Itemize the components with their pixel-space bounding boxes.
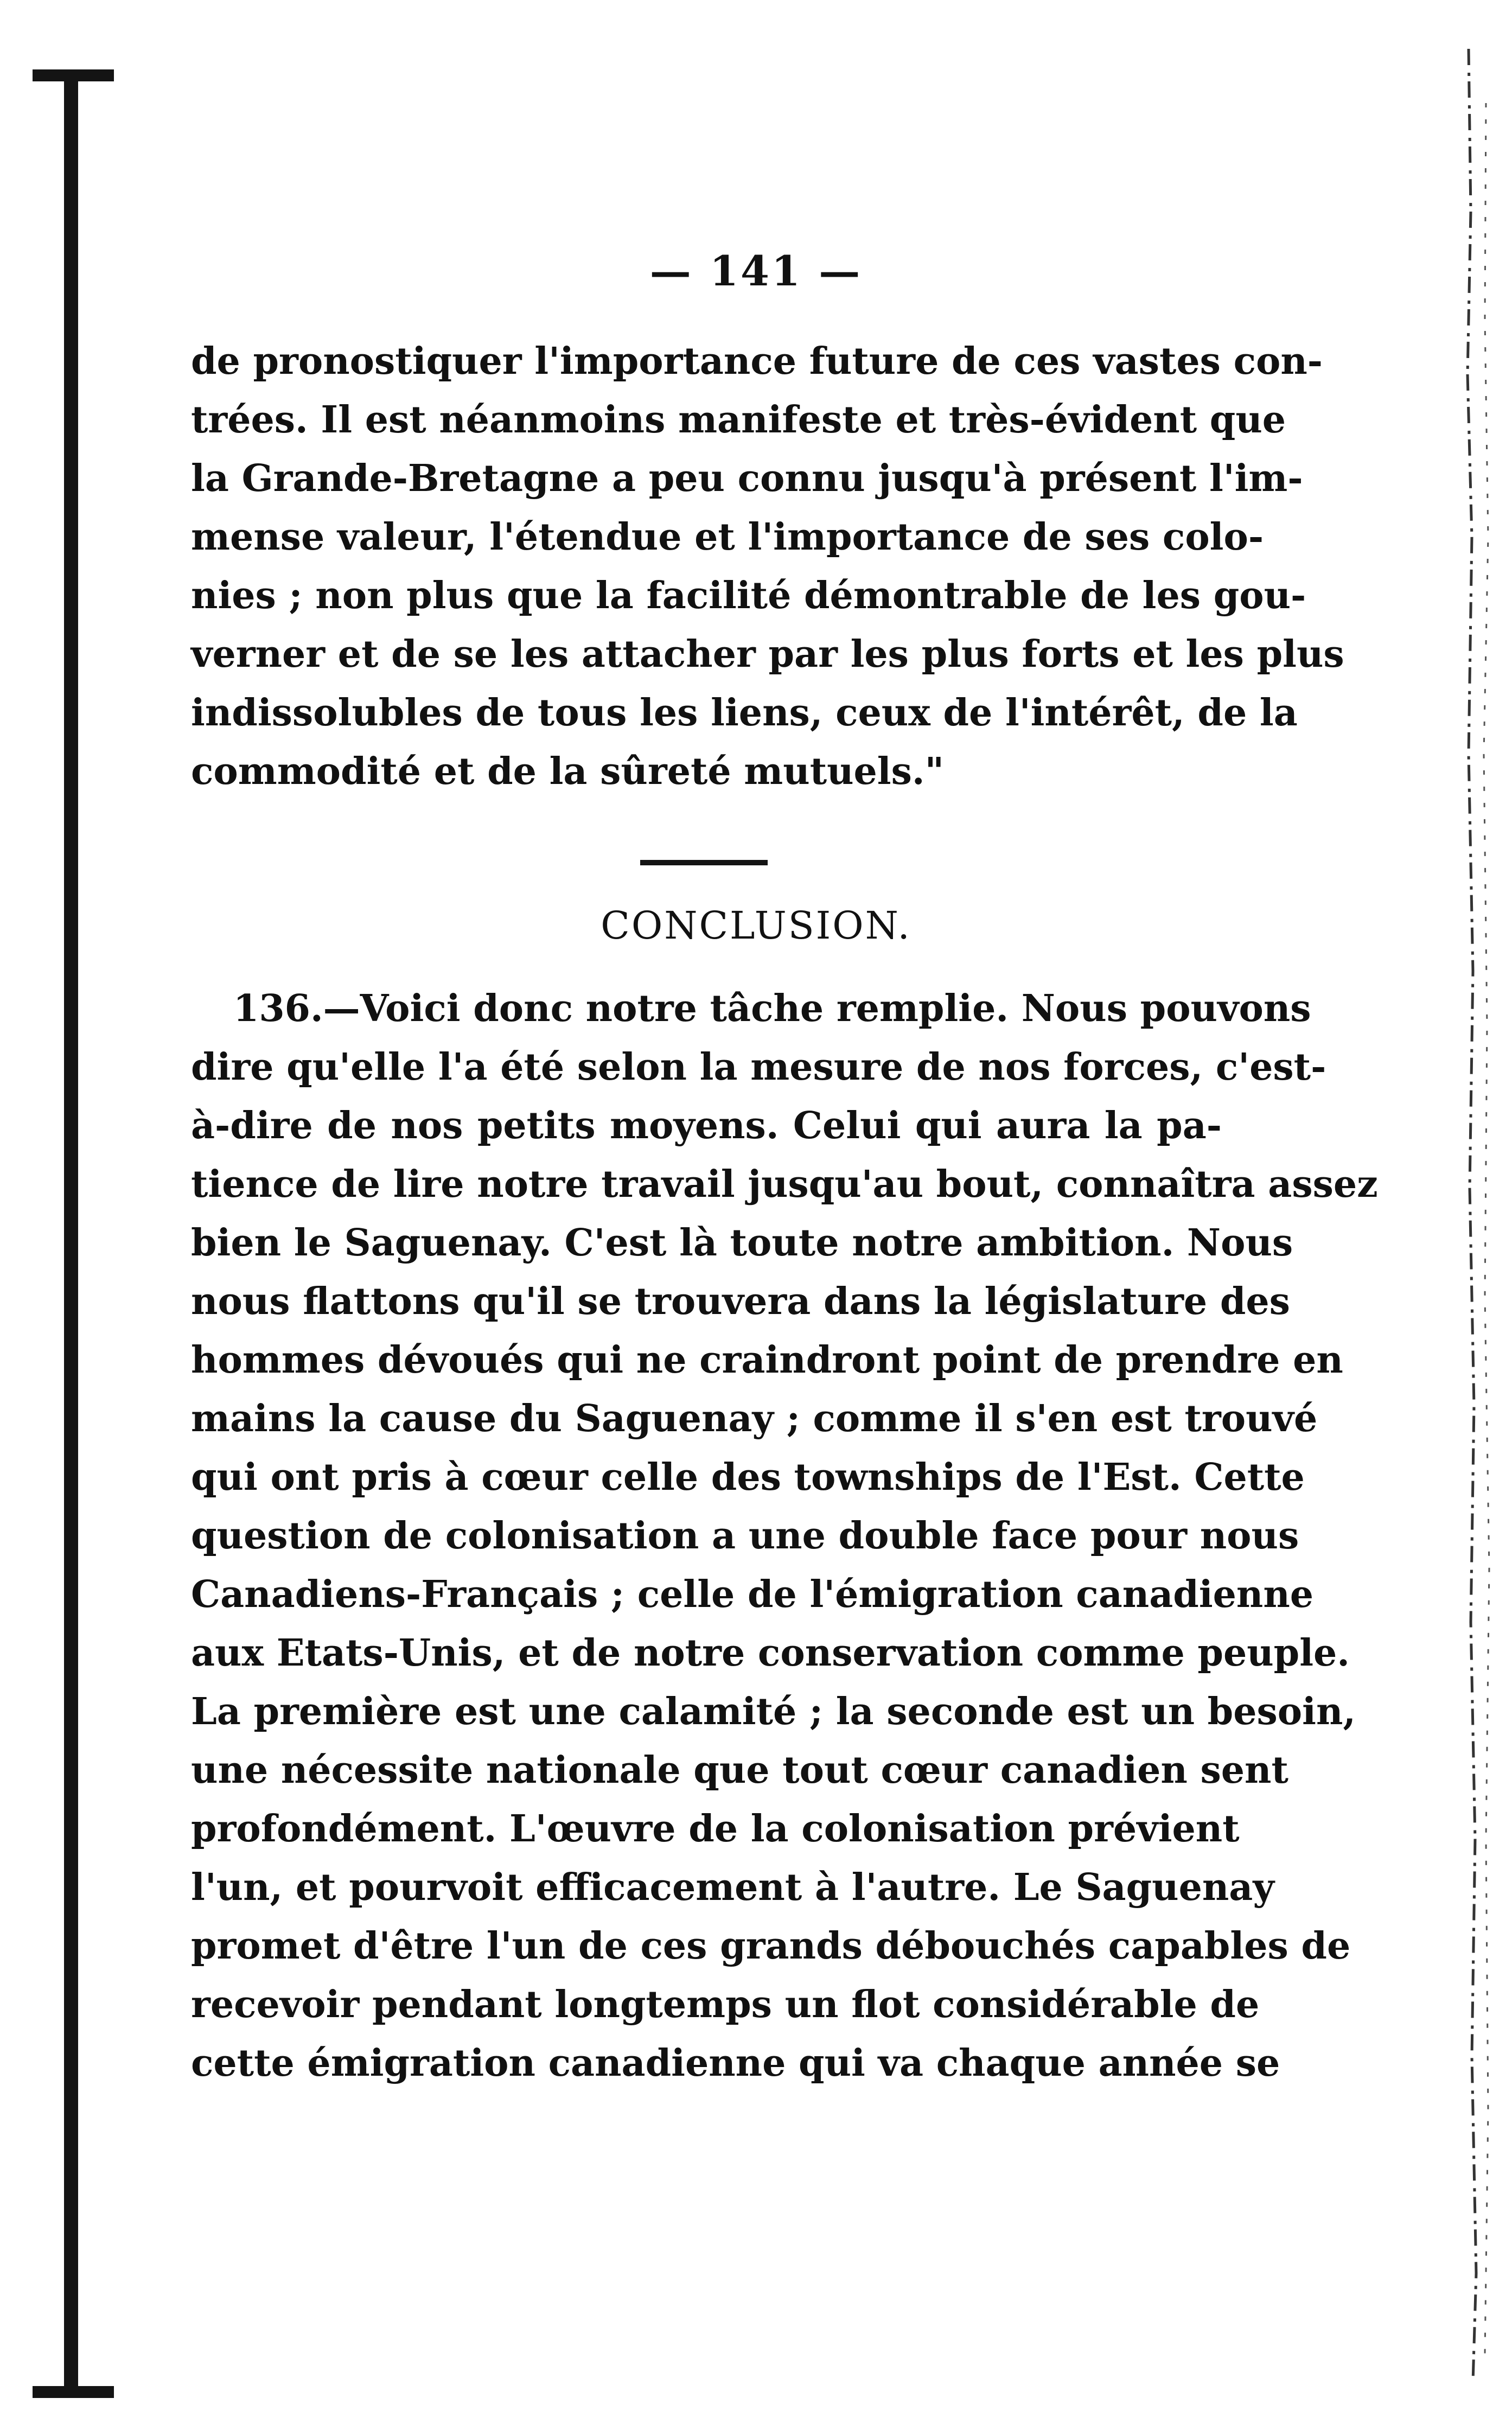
text-line: mains la cause du Saguenay ; comme il s'en est trouvé [191, 1397, 1318, 1440]
text-line: de pronostiquer l'importance future de ces vastes con- [191, 340, 1323, 383]
paragraph-conclusion [191, 979, 1378, 2093]
section-divider [640, 860, 768, 865]
text-line: tience de lire notre travail jusqu'au bout, connaîtra assez [191, 1163, 1378, 1206]
page-number: — 141 — [649, 247, 863, 295]
torn-page-edge [1447, 49, 1512, 2382]
text-line: une nécessite nationale que tout cœur canadien sent [191, 1749, 1288, 1792]
text-line: dire qu'elle l'a été selon la mesure de nos forces, c'est- [191, 1045, 1326, 1089]
text-line: hommes dévoués qui ne craindront point de prendre en [191, 1338, 1343, 1382]
text-line: verner et de se les attacher par les plus forts et les plus [191, 633, 1344, 676]
text-line: trées. Il est néanmoins manifeste et très-évident que [191, 398, 1286, 442]
text-line: mense valeur, l'étendue et l'importance de ses colo- [191, 515, 1264, 559]
binding-bracket-bottom [33, 2386, 114, 2398]
text-line: 136.—Voici donc notre tâche remplie. Nous pouvons [233, 987, 1311, 1030]
text-line: promet d'être l'un de ces grands débouchés capables de [191, 1924, 1351, 1968]
text-line: la Grande-Bretagne a peu connu jusqu'à présent l'im- [191, 457, 1303, 500]
text-line: question de colonisation a une double face pour nous [191, 1514, 1299, 1558]
text-line: aux Etats-Unis, et de notre conservation comme peuple. [191, 1631, 1350, 1675]
text-line: profondément. L'œuvre de la colonisation prévient [191, 1807, 1240, 1851]
text-line: indissolubles de tous les liens, ceux de l'intérêt, de la [191, 691, 1298, 735]
text-line: à-dire de nos petits moyens. Celui qui aura la pa- [191, 1104, 1222, 1147]
text-line: cette émigration canadienne qui va chaque année se [191, 2042, 1280, 2085]
text-line: nies ; non plus que la facilité démontrable de les gou- [191, 574, 1306, 617]
text-line: recevoir pendant longtemps un flot considérable de [191, 1983, 1260, 2026]
binding-bracket [64, 76, 78, 2393]
text-line: Canadiens-Français ; celle de l'émigration canadienne [191, 1573, 1314, 1616]
text-line: qui ont pris à cœur celle des townships de l'Est. Cette [191, 1456, 1305, 1499]
text-line: La première est une calamité ; la seconde est un besoin, [191, 1690, 1356, 1733]
paragraph-continued [191, 332, 1344, 801]
text-line: nous flattons qu'il se trouvera dans la législature des [191, 1280, 1290, 1323]
text-line: l'un, et pourvoit efficacement à l'autre. Le Saguenay [191, 1866, 1274, 1909]
text-line: commodité et de la sûreté mutuels." [191, 750, 945, 793]
text-line: bien le Saguenay. C'est là toute notre ambition. Nous [191, 1221, 1293, 1265]
section-heading: CONCLUSION. [601, 903, 911, 948]
